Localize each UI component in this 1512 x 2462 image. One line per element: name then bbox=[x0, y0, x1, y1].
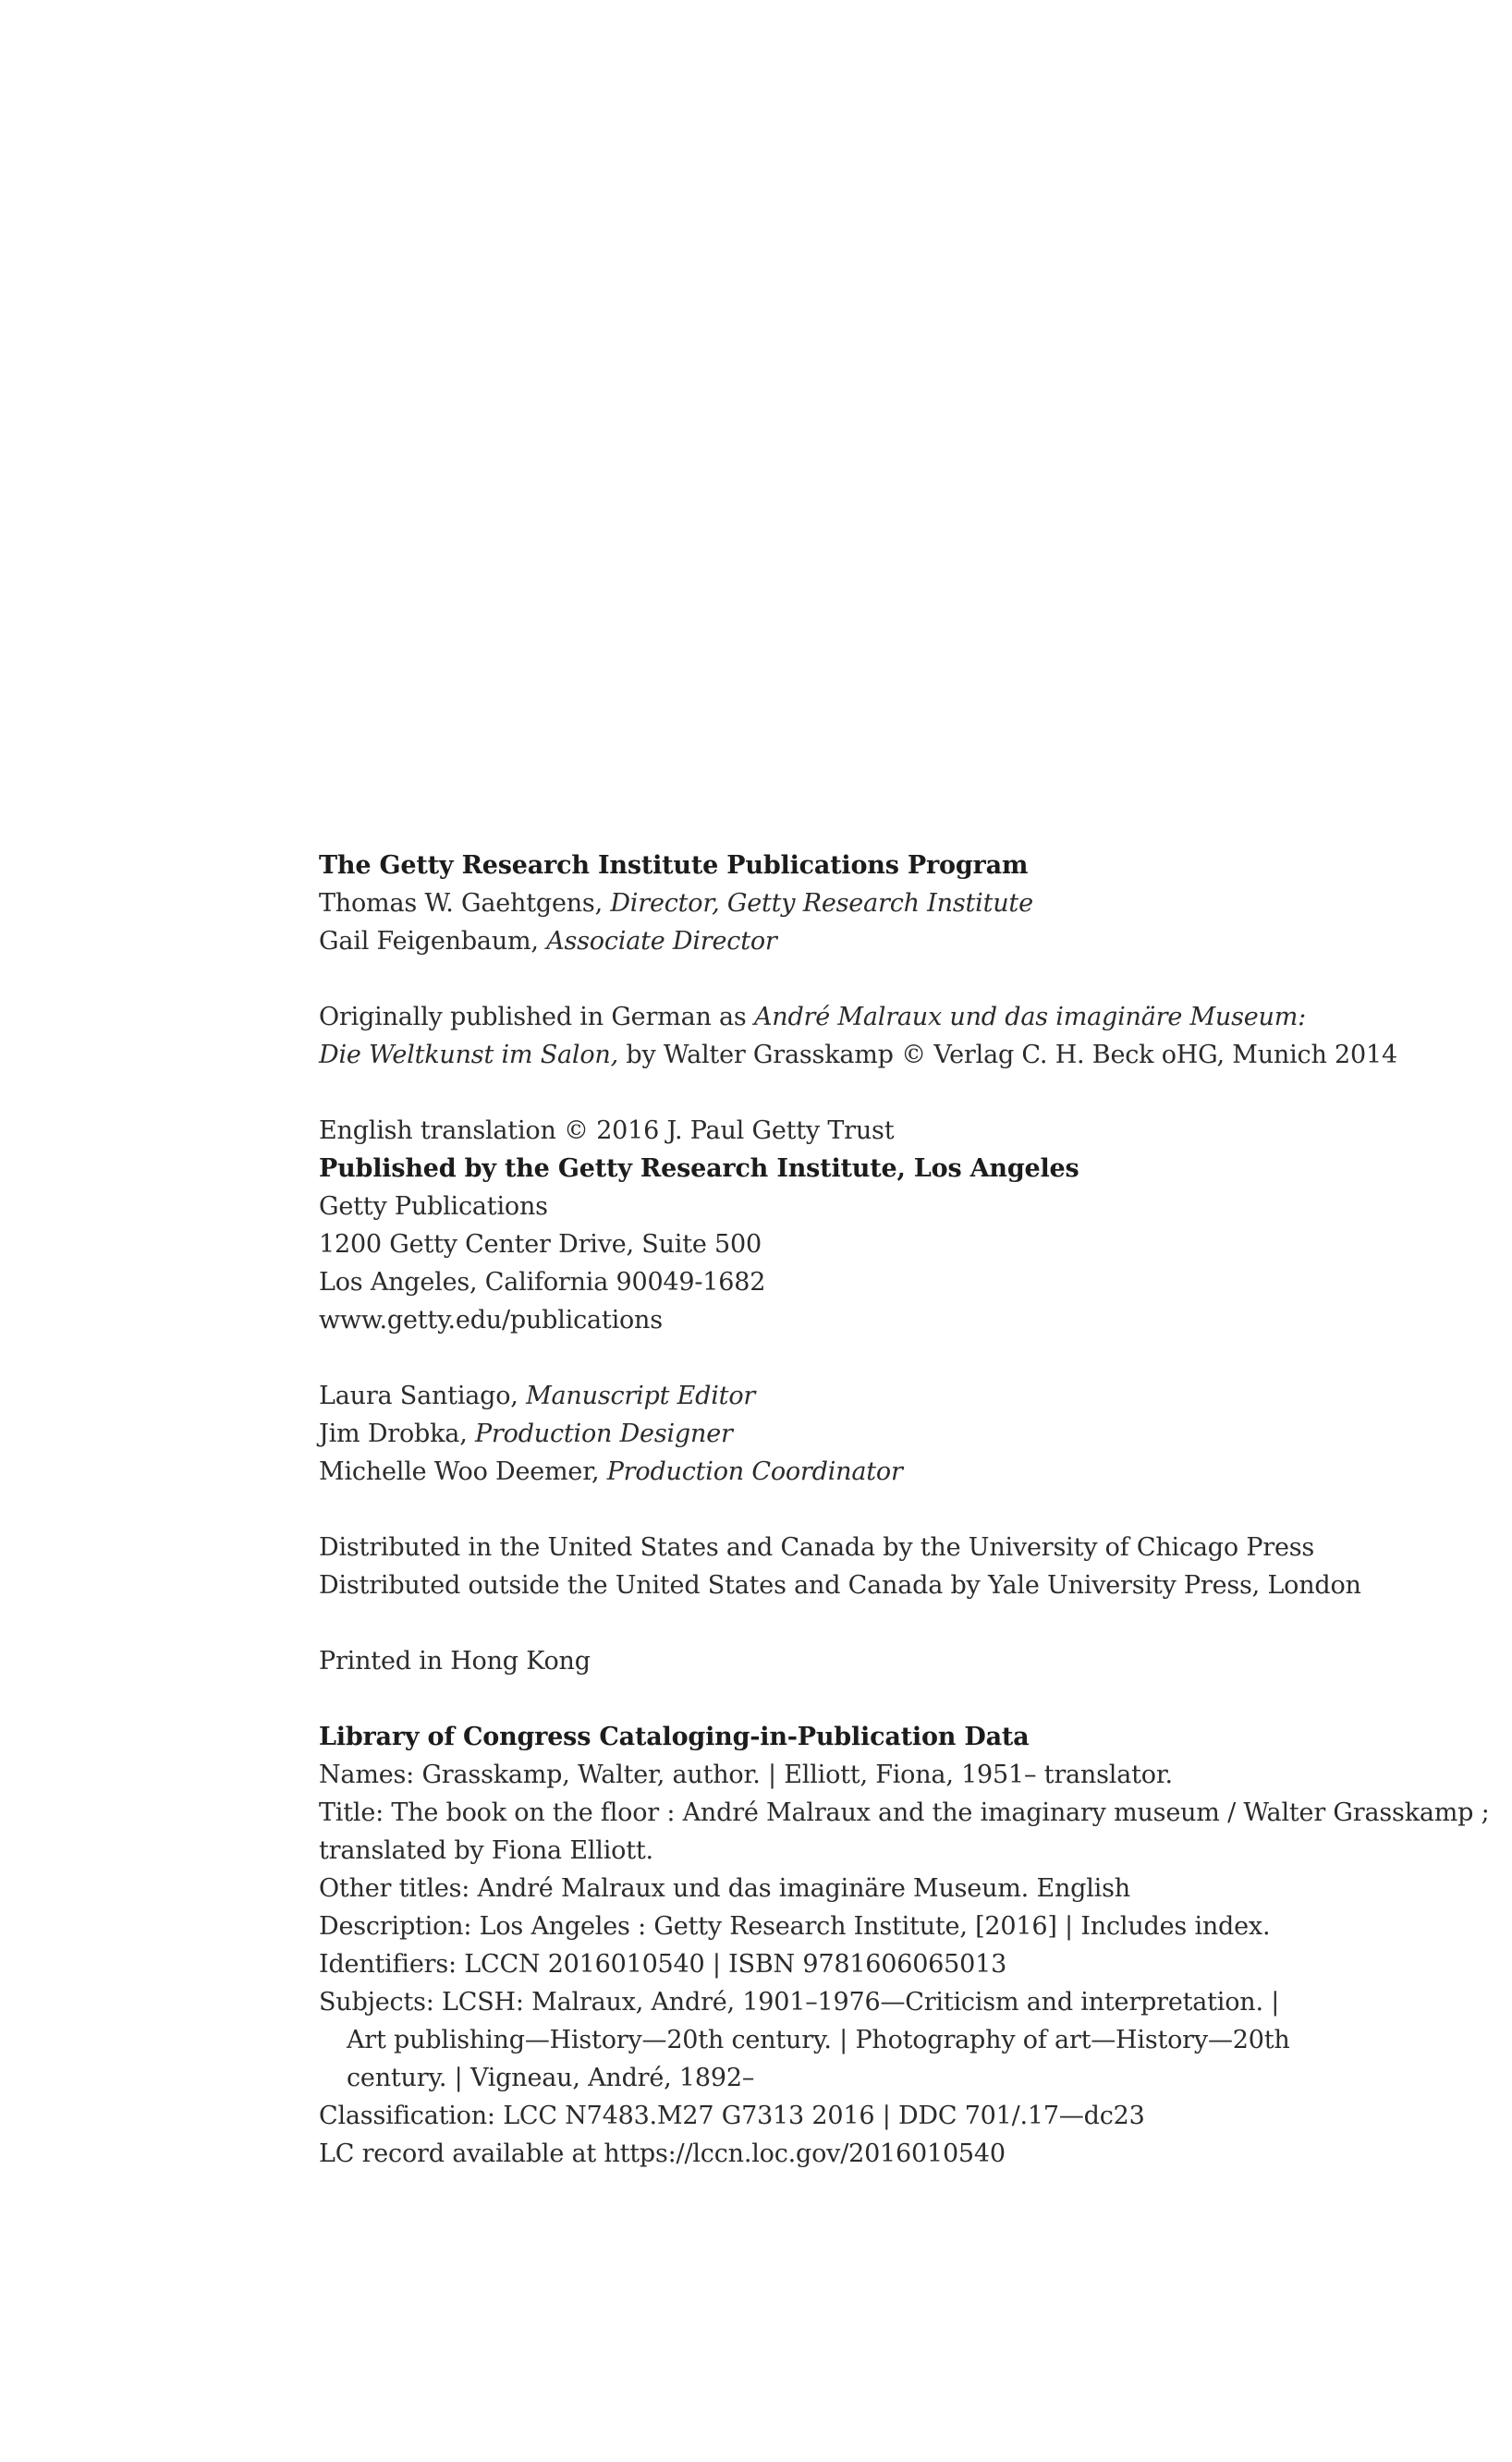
director-role: Director, Getty Research Institute bbox=[610, 889, 1033, 918]
spacer bbox=[319, 1680, 1428, 1718]
original-publication-line-2 bbox=[319, 1036, 1428, 1074]
cip-description: Description: Los Angeles : Getty Research Institute, [2016] | Includes index. bbox=[319, 1912, 1271, 1941]
credit-line bbox=[319, 1453, 1428, 1491]
printed-in: Printed in Hong Kong bbox=[319, 1647, 591, 1676]
cip-classification: Classification: LCC N7483.M27 G7313 2016 | DDC 701/.17—dc23 bbox=[319, 2102, 1145, 2130]
cip-subjects-line-2: Art publishing—History—20th century. | Photography of art—History—20th bbox=[347, 2026, 1290, 2054]
credit-role: Manuscript Editor bbox=[526, 1382, 756, 1410]
original-title-part-2: Die Weltkunst im Salon, bbox=[319, 1041, 618, 1069]
distribution-outside: Distributed outside the United States and Canada by Yale University Press, London bbox=[319, 1571, 1361, 1600]
spacer bbox=[319, 1604, 1428, 1642]
associate-role: Associate Director bbox=[546, 927, 777, 956]
credit-role: Production Designer bbox=[474, 1420, 733, 1448]
address-street: 1200 Getty Center Drive, Suite 500 bbox=[319, 1230, 762, 1259]
cip-other-titles: Other titles: André Malraux und das imaginäre Museum. English bbox=[319, 1874, 1130, 1903]
credit-name: Jim Drobka, bbox=[319, 1420, 468, 1448]
original-suffix: by Walter Grasskamp © Verlag C. H. Beck oHG, Munich 2014 bbox=[626, 1041, 1397, 1069]
original-title-part-1: André Malraux und das imaginäre Museum: bbox=[753, 1003, 1307, 1031]
spacer bbox=[319, 960, 1428, 998]
credit-name: Laura Santiago, bbox=[319, 1382, 518, 1410]
imprint-name: Getty Publications bbox=[319, 1192, 548, 1221]
original-publication-line-1 bbox=[319, 998, 1428, 1036]
distribution-us: Distributed in the United States and Canada by the University of Chicago Press bbox=[319, 1533, 1315, 1562]
cip-subjects-line-3: century. | Vigneau, André, 1892– bbox=[347, 2064, 755, 2092]
spacer bbox=[319, 1339, 1428, 1377]
program-heading: The Getty Research Institute Publications Program bbox=[319, 851, 1029, 880]
credit-name: Michelle Woo Deemer, bbox=[319, 1457, 600, 1486]
original-prefix: Originally published in German as bbox=[319, 1003, 747, 1031]
credit-role: Production Coordinator bbox=[606, 1457, 903, 1486]
credit-line bbox=[319, 1377, 1428, 1415]
cip-heading: Library of Congress Cataloging-in-Publication Data bbox=[319, 1723, 1030, 1751]
spacer bbox=[319, 1491, 1428, 1529]
cip-names: Names: Grasskamp, Walter, author. | Elliott, Fiona, 1951– translator. bbox=[319, 1761, 1173, 1789]
cip-title-line-1: Title: The book on the floor : André Malraux and the imaginary museum / Walter Grasskamp ; bbox=[319, 1798, 1490, 1827]
program-director-line bbox=[319, 884, 1428, 922]
director-name: Thomas W. Gaehtgens, bbox=[319, 889, 603, 918]
publisher-website: www.getty.edu/publications bbox=[319, 1306, 663, 1335]
credit-line bbox=[319, 1415, 1428, 1453]
program-associate-line bbox=[319, 922, 1428, 960]
copyright-page bbox=[319, 847, 1490, 2173]
published-by: Published by the Getty Research Institute, Los Angeles bbox=[319, 1154, 1079, 1183]
spacer bbox=[319, 1074, 1428, 1112]
address-city: Los Angeles, California 90049-1682 bbox=[319, 1268, 766, 1297]
translation-copyright: English translation © 2016 J. Paul Getty Trust bbox=[319, 1116, 895, 1145]
cip-record: LC record available at https://lccn.loc.gov/2016010540 bbox=[319, 2139, 1006, 2168]
cip-title-line-2: translated by Fiona Elliott. bbox=[319, 1836, 653, 1865]
associate-name: Gail Feigenbaum, bbox=[319, 927, 539, 956]
cip-identifiers: Identifiers: LCCN 2016010540 | ISBN 9781606065013 bbox=[319, 1950, 1007, 1979]
cip-subjects-line-1: Subjects: LCSH: Malraux, André, 1901–1976—Criticism and interpretation. | bbox=[319, 1988, 1280, 2017]
